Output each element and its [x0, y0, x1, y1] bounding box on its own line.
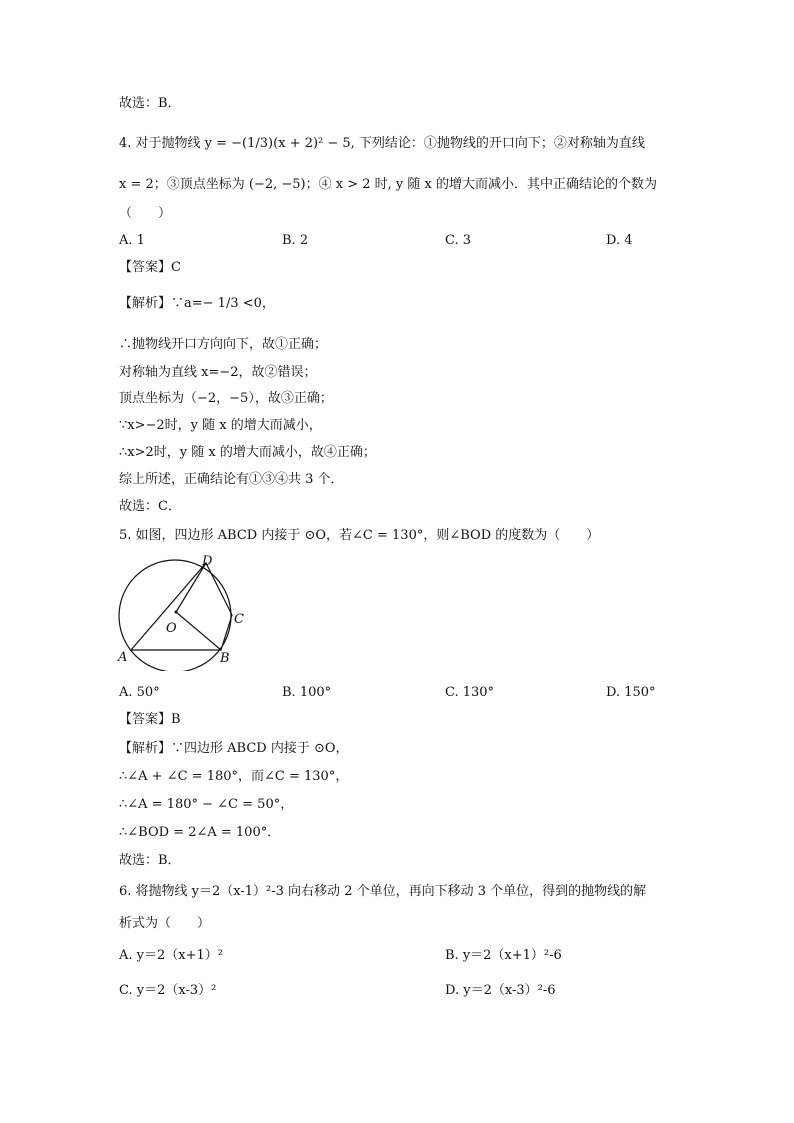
q6-stem-line1: 6. 将抛物线 y＝2（x-1）²-3 向右移动 2 个单位，再向下移动 3 个单位，得到的抛物线的解 [119, 884, 647, 899]
q5-explain-4: 故选：B． [119, 853, 181, 868]
segment-ob [176, 612, 221, 650]
q4-stem-line3: （ ） [119, 206, 172, 221]
q5-answer: 【答案】B [119, 712, 181, 727]
q6-option-d: D. y＝2（x-3）²-6 [445, 983, 556, 998]
line-prev-answer: 故选：B． [119, 96, 181, 111]
q5-explain-3: ∴∠BOD = 2∠A = 100°． [119, 825, 281, 840]
q6-option-a: A. y＝2（x+1）² [119, 948, 223, 963]
q4-explain-3: 顶点坐标为（−2，−5），故③正确； [119, 391, 333, 406]
q5-option-d: D. 150° [606, 685, 656, 700]
q4-stem-line1: 4. 对于抛物线 y = −(1/3)(x + 2)² − 5, 下列结论：①抛物线的开口向下；②对称轴为直线 [119, 136, 645, 151]
q4-answer: 【答案】C [119, 260, 181, 275]
q6-stem-line2: 析式为（ ） [119, 916, 211, 931]
circle-figure [114, 553, 254, 671]
q5-explain-0: 【解析】∵四边形 ABCD 内接于 ⊙O， [119, 741, 349, 756]
q5-option-a: A. 50° [119, 685, 160, 700]
label-o: O [166, 621, 177, 636]
q4-explain-6: 综上所述，正确结论有①③④共 3 个． [119, 472, 344, 487]
center-point [175, 611, 178, 614]
segment-od [176, 563, 206, 612]
q4-option-c: C. 3 [445, 233, 472, 248]
q4-explain-0: 【解析】∵a=− 1/3 <0， [119, 296, 275, 311]
q4-explain-4: ∵x>−2时，y 随 x 的增大而减小， [119, 418, 322, 433]
q4-option-b: B. 2 [282, 233, 309, 248]
q5-stem: 5. 如图，四边形 ABCD 内接于 ⊙O，若∠C = 130°，则∠BOD 的度数为（ ） [119, 528, 600, 543]
q5-explain-1: ∴∠A + ∠C = 180°，而∠C = 130°， [119, 769, 349, 784]
q5-explain-2: ∴∠A = 180° − ∠C = 50°， [119, 797, 294, 812]
q5-option-c: C. 130° [445, 685, 495, 700]
circle-o [119, 560, 231, 671]
q4-option-d: D. 4 [606, 233, 633, 248]
q4-explain-1: ∴抛物线开口方向向下，故①正确； [119, 337, 328, 352]
label-b: B [220, 651, 230, 666]
q6-option-c: C. y＝2（x-3）² [119, 983, 217, 998]
q4-option-a: A. 1 [119, 233, 145, 248]
q6-option-b: B. y＝2（x+1）²-6 [445, 948, 562, 963]
q4-stem-line2: x = 2；③顶点坐标为 (−2, −5)；④ x > 2 时, y 随 x 的增大而减小．其中正确结论的个数为 [119, 177, 657, 192]
label-c: C [234, 612, 244, 627]
quadrilateral-abcd [131, 563, 232, 650]
q4-explain-2: 对称轴为直线 x=−2，故②错误； [119, 365, 317, 380]
q4-explain-7: 故选：C． [119, 499, 181, 514]
label-a: A [118, 650, 128, 665]
label-d: D [202, 554, 213, 569]
q4-explain-5: ∴x>2时，y 随 x 的增大而减小，故④正确； [119, 445, 376, 460]
q5-option-b: B. 100° [282, 685, 332, 700]
